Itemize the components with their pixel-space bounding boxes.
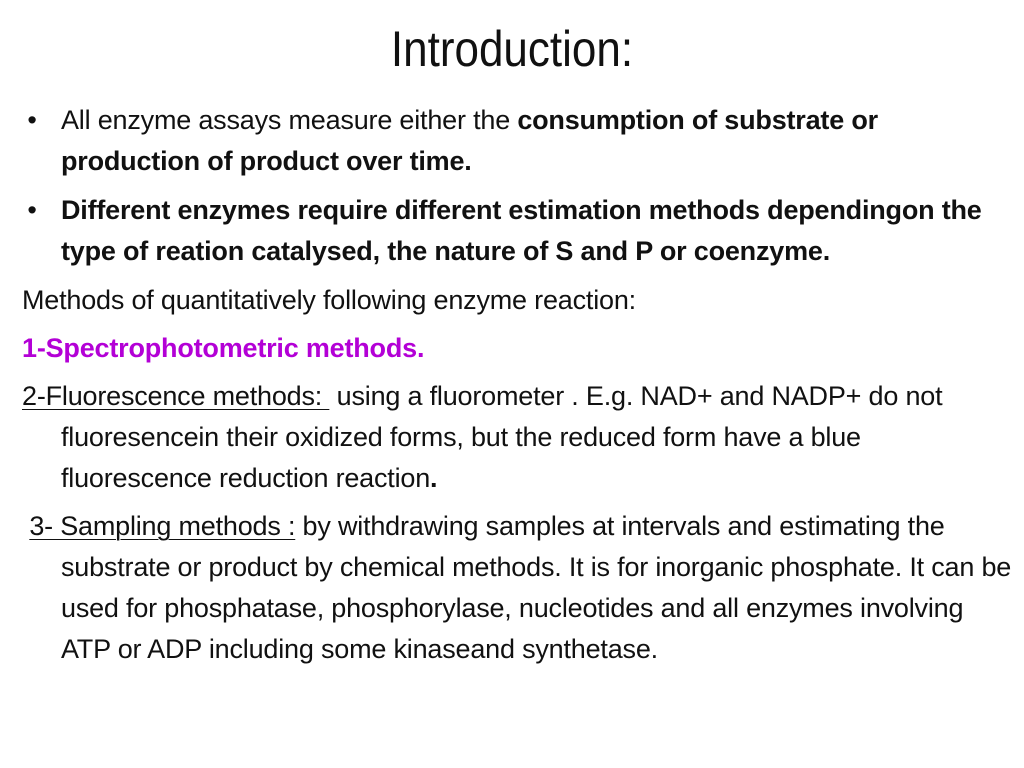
slide-title: Introduction: xyxy=(390,21,634,77)
method-sampling-text: by withdrawing samples at intervals and estimating the substrate or product by chemical methods. It is for inorganic phosphate. It can be used for phosphatase, phosphorylase, nucleotides and all enzymes involving ATP or ADP including some kinaseand synthetase. xyxy=(61,511,1012,664)
methods-intro: Methods of quantitatively following enzyme reaction: xyxy=(22,285,636,315)
method-spectrophotometric: 1-Spectrophotometric methods. xyxy=(22,333,425,363)
bullet-text-plain: All enzyme assays measure either the xyxy=(61,105,518,135)
bullet-text-bold: Different enzymes require different estimation methods dependingon the type of reation catalysed, the nature of S and P or coenzyme. xyxy=(61,195,982,266)
method-fluorescence-end: . xyxy=(430,463,438,493)
method-sampling-label: 3- Sampling methods : xyxy=(29,511,296,541)
method-sampling xyxy=(22,506,1012,670)
method-fluorescence-text: using a fluorometer . E.g. NAD+ and NADP+ do not fluoresencein their oxidized forms, but the reduced form have a blue fluorescence reduction reaction xyxy=(61,381,943,493)
bullet-text-bold: consumption of substrate or production of product over time. xyxy=(61,105,878,176)
bullet-dot-icon: • xyxy=(27,105,37,135)
bullet-item-assays xyxy=(22,100,1012,182)
bullet-dot-icon: • xyxy=(27,195,37,225)
method-fluorescence xyxy=(22,376,1012,499)
method-fluorescence-label: 2-Fluorescence methods: xyxy=(22,381,330,411)
slide-body xyxy=(22,100,1012,670)
bullet-item-different-enzymes xyxy=(22,190,1012,272)
